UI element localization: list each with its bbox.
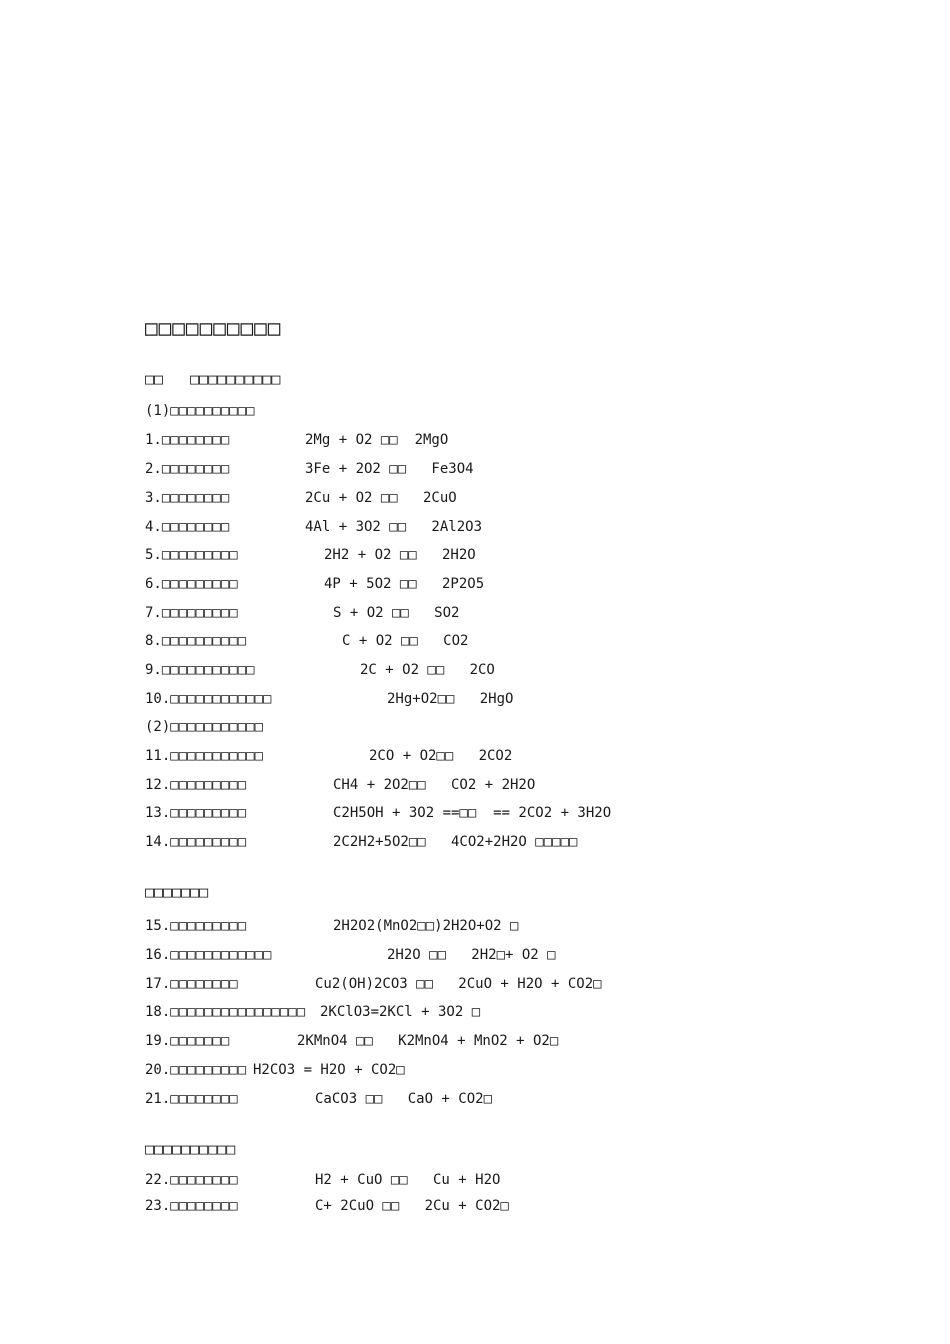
- equation-formula: Cu2(OH)2CO3 □□ 2CuO + H2O + CO2□: [315, 976, 602, 992]
- equation-label: 10.□□□□□□□□□□□□: [145, 691, 272, 707]
- equation-formula: C+ 2CuO □□ 2Cu + CO2□: [315, 1198, 509, 1214]
- equation-label: 7.□□□□□□□□□: [145, 605, 238, 621]
- equation-label: 11.□□□□□□□□□□□: [145, 748, 264, 764]
- equation-label: 23.□□□□□□□□: [145, 1198, 238, 1214]
- equation-formula: H2CO3 = H2O + CO2□: [253, 1062, 405, 1078]
- equation-formula: 2H2 + O2 □□ 2H2O: [324, 547, 476, 563]
- equation-label: 12.□□□□□□□□□: [145, 777, 247, 793]
- equation-formula: C + O2 □□ CO2: [342, 633, 469, 649]
- equation-label: 15.□□□□□□□□□: [145, 918, 247, 934]
- section-heading: □□□□□□□: [145, 883, 209, 901]
- equation-label: 8.□□□□□□□□□□: [145, 633, 247, 649]
- equation-formula: 2CO + O2□□ 2CO2: [369, 748, 513, 764]
- equation-formula: 2C + O2 □□ 2CO: [360, 662, 495, 678]
- equation-formula: CaCO3 □□ CaO + CO2□: [315, 1091, 493, 1107]
- equation-label: 16.□□□□□□□□□□□□: [145, 947, 272, 963]
- equation-formula: 2Hg+O2□□ 2HgO: [387, 691, 514, 707]
- equation-formula: 2C2H2+5O2□□ 4CO2+2H2O □□□□□: [333, 834, 578, 850]
- section-heading: □□□□□□□□□□: [145, 1140, 236, 1158]
- equation-formula: 4P + 5O2 □□ 2P2O5: [324, 576, 485, 592]
- equation-label: 14.□□□□□□□□□: [145, 834, 247, 850]
- equation-formula: CH4 + 2O2□□ CO2 + 2H2O: [333, 777, 536, 793]
- equation-label: 2.□□□□□□□□: [145, 461, 230, 477]
- subsection-heading: (2)□□□□□□□□□□□: [145, 719, 264, 735]
- equation-label: 21.□□□□□□□□: [145, 1091, 238, 1107]
- equation-label: 22.□□□□□□□□: [145, 1172, 238, 1188]
- equation-formula: 2KMnO4 □□ K2MnO4 + MnO2 + O2□: [297, 1033, 559, 1049]
- equation-label: 17.□□□□□□□□: [145, 976, 238, 992]
- equation-formula: H2 + CuO □□ Cu + H2O: [315, 1172, 501, 1188]
- section-heading: □□ □□□□□□□□□□: [145, 370, 281, 388]
- equation-label: 20.□□□□□□□□□: [145, 1062, 247, 1078]
- equation-formula: 3Fe + 2O2 □□ Fe3O4: [305, 461, 474, 477]
- equation-label: 13.□□□□□□□□□: [145, 805, 247, 821]
- equation-formula: 4Al + 3O2 □□ 2Al2O3: [305, 519, 483, 535]
- equation-formula: S + O2 □□ SO2: [333, 605, 460, 621]
- equation-formula: C2H5OH + 3O2 ==□□ == 2CO2 + 3H2O: [333, 805, 612, 821]
- page-title: □□□□□□□□□□: [145, 316, 282, 340]
- equation-formula: 2H2O □□ 2H2□+ O2 □: [387, 947, 556, 963]
- equation-formula: 2Cu + O2 □□ 2CuO: [305, 490, 457, 506]
- equation-formula: 2KClO3=2KCl + 3O2 □: [320, 1004, 481, 1020]
- equation-label: 5.□□□□□□□□□: [145, 547, 238, 563]
- equation-label: 18.□□□□□□□□□□□□□□□□: [145, 1004, 306, 1020]
- equation-formula: 2H2O2(MnO2□□)2H2O+O2 □: [333, 918, 519, 934]
- equation-label: 6.□□□□□□□□□: [145, 576, 238, 592]
- equation-label: 19.□□□□□□□: [145, 1033, 230, 1049]
- equation-line: [145, 1196, 509, 1276]
- equation-formula: 2Mg + O2 □□ 2MgO: [305, 432, 449, 448]
- subsection-heading: (1)□□□□□□□□□□: [145, 403, 255, 419]
- equation-label: 1.□□□□□□□□: [145, 432, 230, 448]
- equation-label: 3.□□□□□□□□: [145, 490, 230, 506]
- equation-label: 9.□□□□□□□□□□□: [145, 662, 255, 678]
- equation-label: 4.□□□□□□□□: [145, 519, 230, 535]
